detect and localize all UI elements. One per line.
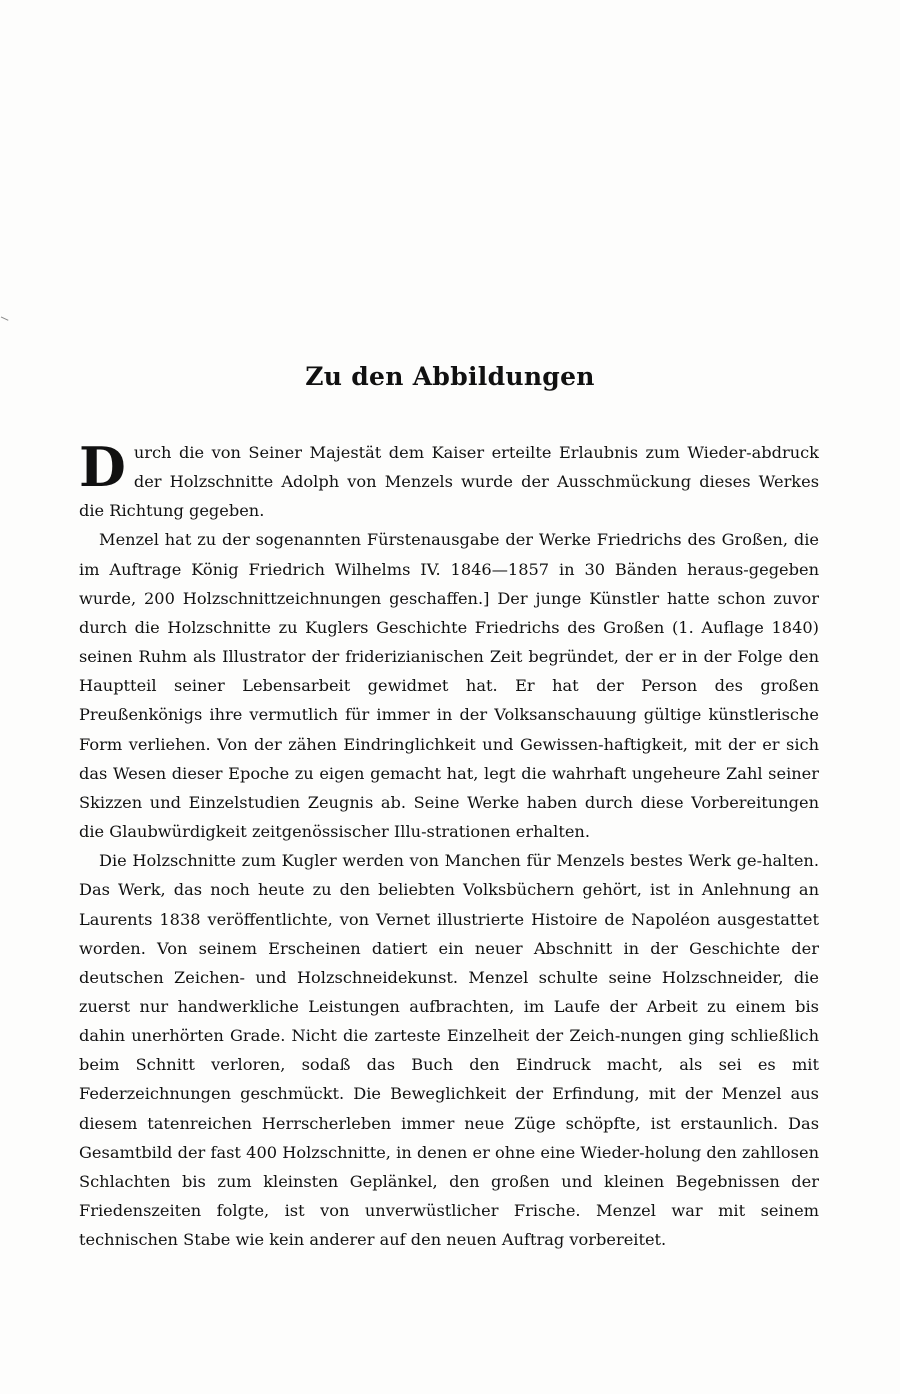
paragraph-1	[79, 435, 819, 525]
page-title: Zu den Abbildungen	[305, 362, 595, 391]
margin-mark	[0, 316, 8, 323]
paragraph-1-text: urch die von Seiner Majestät dem Kaiser erteilte Erlaubnis zum Wieder-abdruck der Holzschnitte Adolph von Menzels wurde der Ausschmückung dieses Werkes die Richtung gegeben.	[79, 443, 819, 521]
body-text	[79, 435, 819, 1254]
paragraph-3: Die Holzschnitte zum Kugler werden von Manchen für Menzels bestes Werk ge-halten. Das Werk, das noch heute zu den beliebten Volksbüchern gehört, ist in Anlehnung an Laurents 1838 veröffentlichte, von Vernet illustrierte Histoire de Napoléon ausgestattet worden. Von seinem Erscheinen datiert ein neuer Abschnitt in der Geschichte der deutschen Zeichen- und Holzschneidekunst. Menzel schulte seine Holzschneider, die zuerst nur handwerkliche Leistungen aufbrachten, im Laufe der Arbeit zu einem bis dahin unerhörten Grade. Nicht die zarteste Einzelheit der Zeich-nungen ging schließlich beim Schnitt verloren, sodaß das Buch den Eindruck macht, als sei es mit Federzeichnungen geschmückt. Die Beweglichkeit der Erfindung, mit der Menzel aus diesem tatenreichen Herrscherleben immer neue Züge schöpfte, ist erstaunlich. Das Gesamtbild der fast 400 Holzschnitte, in denen er ohne eine Wieder-holung den zahllosen Schlachten bis zum kleinsten Geplänkel, den großen und kleinen Begebnissen der Friedenszeiten folgte, ist von unverwüstlicher Frische. Menzel war mit seinem technischen Stabe wie kein anderer auf den neuen Auftrag vorbereitet.	[79, 851, 819, 1250]
paragraph-2: Menzel hat zu der sogenannten Fürstenausgabe der Werke Friedrichs des Großen, die im Auftrage König Friedrich Wilhelms IV. 1846—1857 in 30 Bänden heraus-gegeben wurde, 200 Holzschnittzeichnungen geschaffen.] Der junge Künstler hatte schon zuvor durch die Holzschnitte zu Kuglers Geschichte Friedrichs des Großen (1. Auflage 1840) seinen Ruhm als Illustrator der friderizianischen Zeit begründet, der er in der Folge den Hauptteil seiner Lebensarbeit gewidmet hat. Er hat der Person des großen Preußenkönigs ihre vermutlich für immer in der Volksanschauung gültige künstlerische Form verliehen. Von der zähen Eindringlichkeit und Gewissen-haftigkeit, mit der er sich das Wesen dieser Epoche zu eigen gemacht hat, legt die wahrhaft ungeheure Zahl seiner Skizzen und Einzelstudien Zeugnis ab. Seine Werke haben durch diese Vorbereitungen die Glaubwürdigkeit zeitgenössischer Illu-strationen erhalten.	[79, 530, 819, 842]
drop-cap: D	[79, 435, 126, 499]
